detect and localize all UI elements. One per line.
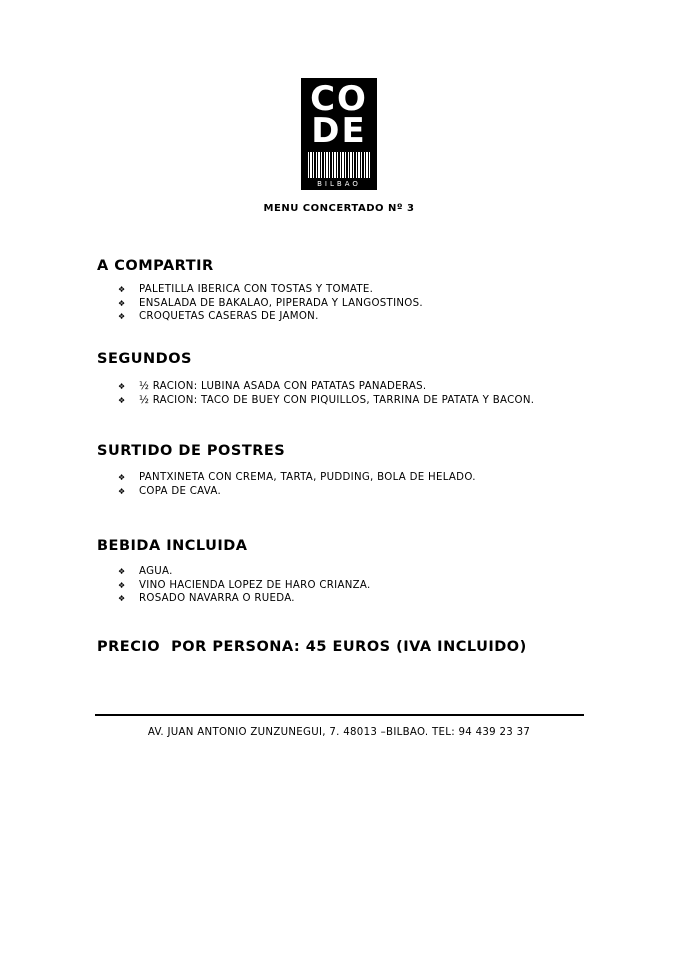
list-item: ❖ CROQUETAS CASERAS DE JAMON. <box>118 311 319 322</box>
section-heading: BEBIDA INCLUIDA <box>97 538 248 554</box>
footer-address: AV. JUAN ANTONIO ZUNZUNEGUI, 7. 48013 –BILBAO. TEL: 94 439 23 37 <box>147 727 531 738</box>
bullet-icon: ❖ <box>118 395 126 405</box>
list-item: ❖ PANTXINETA CON CREMA, TARTA, PUDDING, BOLA DE HELADO. <box>118 472 476 483</box>
footer-divider <box>95 714 584 716</box>
logo <box>301 78 377 190</box>
bullet-icon: ❖ <box>118 298 126 308</box>
list-item: ❖ ½ RACION: LUBINA ASADA CON PATATAS PANADERAS. <box>118 381 427 392</box>
section-heading: A COMPARTIR <box>97 258 214 274</box>
section-bebida-incluida <box>97 537 597 606</box>
section-a-compartir <box>97 257 597 324</box>
list-item: ❖ ROSADO NAVARRA O RUEDA. <box>118 593 295 604</box>
item-list <box>97 380 597 407</box>
list-item: ❖ ENSALADA DE BAKALAO, PIPERADA Y LANGOSTINOS. <box>118 297 423 309</box>
item-list <box>97 283 597 324</box>
item-list <box>97 471 597 498</box>
price-line: PRECIO POR PERSONA: 45 EUROS (IVA INCLUIDO) <box>97 639 527 655</box>
bullet-icon: ❖ <box>118 567 126 576</box>
section-heading: SEGUNDOS <box>97 351 192 367</box>
bullet-icon: ❖ <box>118 580 126 590</box>
barcode-graphic <box>308 152 370 178</box>
list-item: ❖ AGUA. <box>118 566 173 577</box>
bullet-icon: ❖ <box>118 382 126 391</box>
logo-line-1: CO <box>310 79 368 119</box>
bullet-icon: ❖ <box>118 594 126 603</box>
item-list <box>97 565 597 606</box>
list-item: ❖ PALETILLA IBERICA CON TOSTAS Y TOMATE. <box>118 284 374 295</box>
section-segundos <box>97 350 597 407</box>
bullet-icon: ❖ <box>118 285 126 294</box>
menu-title: MENU CONCERTADO Nº 3 <box>263 203 415 214</box>
section-surtido-de-postres <box>97 442 597 498</box>
logo-city: BILBAO <box>317 180 361 188</box>
list-item: ❖ ½ RACION: TACO DE BUEY CON PIQUILLOS, TARRINA DE PATATA Y BACON. <box>118 394 535 406</box>
bullet-icon: ❖ <box>118 486 126 496</box>
section-heading: SURTIDO DE POSTRES <box>97 443 286 459</box>
list-item: ❖ VINO HACIENDA LOPEZ DE HARO CRIANZA. <box>118 579 371 591</box>
bullet-icon: ❖ <box>118 473 126 482</box>
bullet-icon: ❖ <box>118 312 126 321</box>
logo-line-2: DE <box>311 111 367 151</box>
list-item: ❖ COPA DE CAVA. <box>118 485 222 497</box>
